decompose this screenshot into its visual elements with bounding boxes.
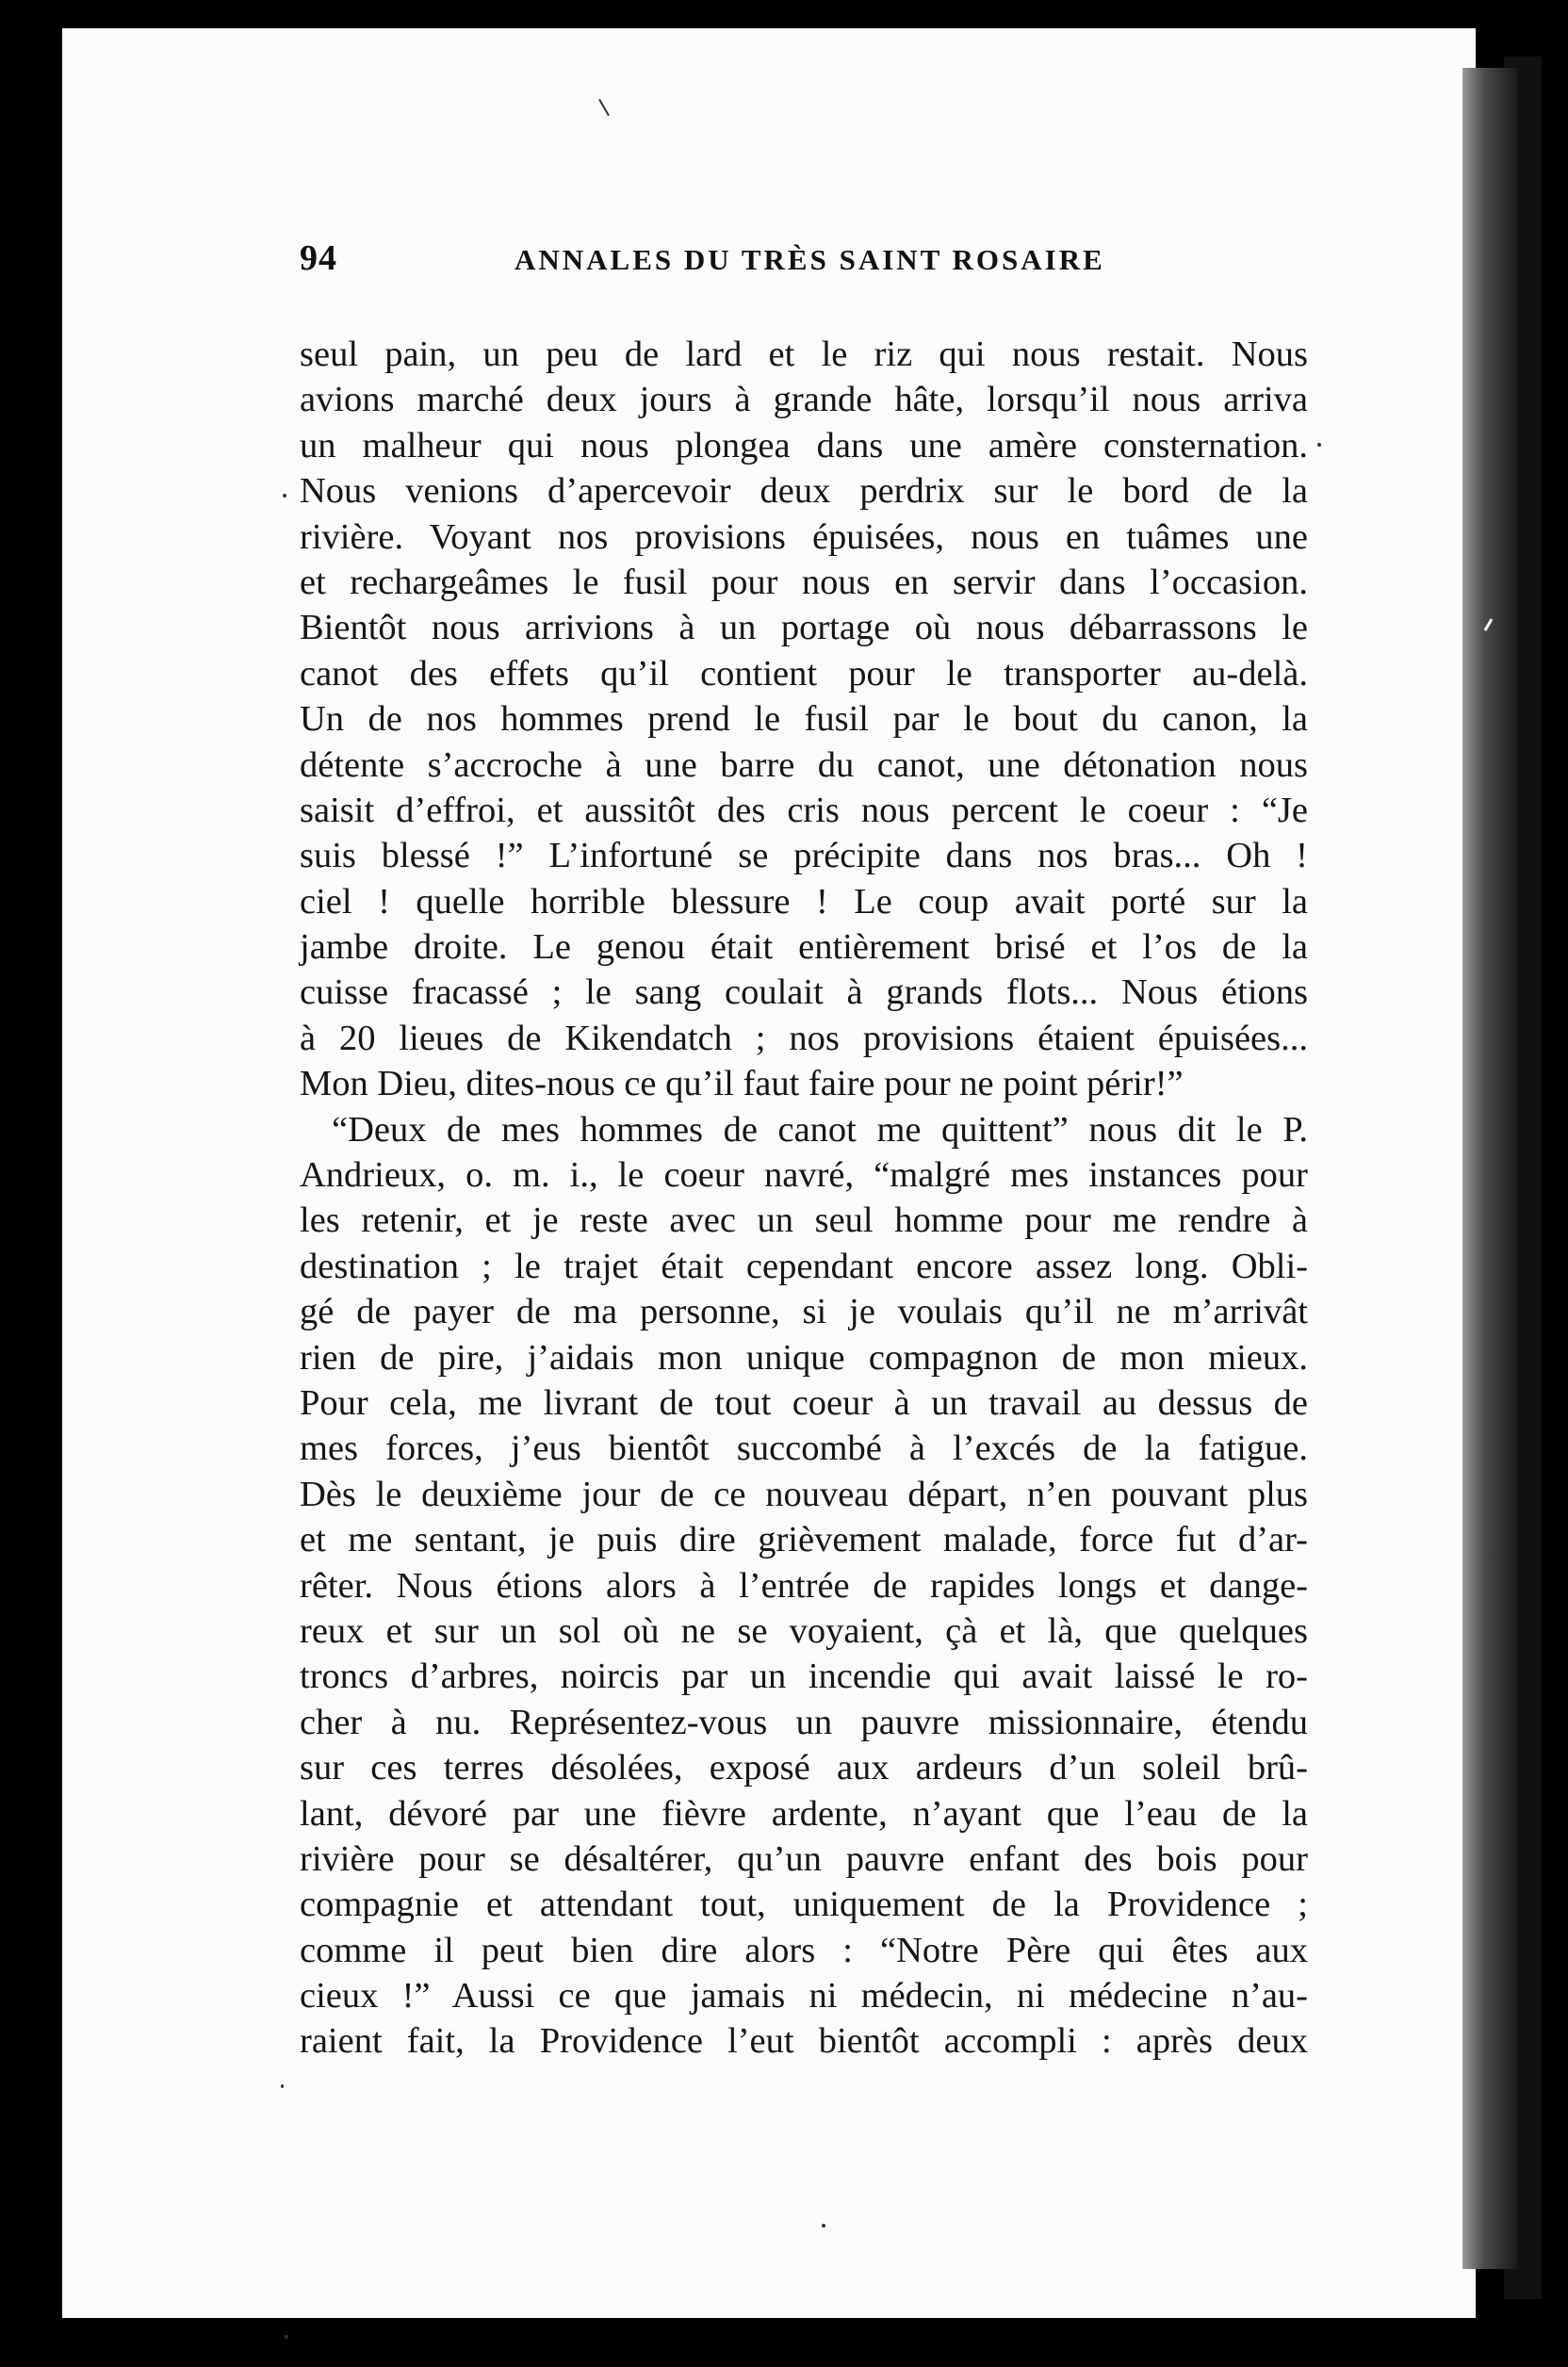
page-number: 94 xyxy=(300,238,337,278)
text-line: détente s’accroche à une barre du canot, une détonation nous xyxy=(300,744,1308,785)
text-line: troncs d’arbres, noircis par un incendie qui avait laissé le ro- xyxy=(300,1657,1308,1697)
text-line: Dès le deuxième jour de ce nouveau départ, n’en pouvant plus xyxy=(300,1474,1308,1514)
text-line: avions marché deux jours à grande hâte, lorsqu’il nous arriva xyxy=(300,380,1308,420)
text-line: ciel ! quelle horrible blessure ! Le coup avait porté sur la xyxy=(300,881,1308,922)
text-line: comme il peut bien dire alors : “Notre Père qui êtes aux xyxy=(300,1930,1308,1970)
scan-speck xyxy=(281,2084,284,2088)
text-line: sur ces terres désolées, exposé aux ardeurs d’un soleil brû- xyxy=(300,1748,1308,1788)
text-line: cher à nu. Représentez-vous un pauvre missionnaire, étendu xyxy=(300,1702,1308,1742)
scan-speck xyxy=(283,494,286,498)
text-line: saisit d’effroi, et aussitôt des cris nous percent le coeur : “Je xyxy=(300,790,1308,830)
text-line: “Deux de mes hommes de canot me quittent” nous dit le P. xyxy=(332,1109,1308,1150)
text-line: cieux !” Aussi ce que jamais ni médecin, ni médecine n’au- xyxy=(300,1976,1308,2016)
text-line: rivière. Voyant nos provisions épuisées, nous en tuâmes une xyxy=(300,516,1308,557)
text-line: Bientôt nous arrivions à un portage où nous débarrassons le xyxy=(300,608,1308,648)
text-line: gé de payer de ma personne, si je voulais qu’il ne m’arrivât xyxy=(300,1292,1308,1332)
text-line: Mon Dieu, dites-nous ce qu’il faut faire pour ne point périr!” xyxy=(300,1064,1184,1104)
page-header xyxy=(300,237,1319,294)
text-line: reux et sur un sol où ne se voyaient, çà et là, que quelques xyxy=(300,1610,1308,1651)
text-line: cuisse fracassé ; le sang coulait à grands flots... Nous étions xyxy=(300,972,1308,1013)
text-line: mes forces, j’eus bientôt succombé à l’excés de la fatigue. xyxy=(300,1428,1308,1469)
scan-speck xyxy=(822,2224,825,2228)
scan-speck xyxy=(285,2335,288,2339)
text-line: et rechargeâmes le fusil pour nous en servir dans l’occasion. xyxy=(300,562,1308,602)
text-line: Pour cela, me livrant de tout coeur à un travail au dessus de xyxy=(300,1382,1308,1423)
scan-speck xyxy=(1317,443,1321,447)
text-line: Andrieux, o. m. i., le coeur navré, “malgré mes instances pour xyxy=(300,1155,1308,1196)
text-line: Nous venions d’apercevoir deux perdrix sur le bord de la xyxy=(300,471,1308,512)
body-text xyxy=(300,332,1308,2065)
text-line: Un de nos hommes prend le fusil par le bout du canon, la xyxy=(300,699,1308,740)
text-line: rivière pour se désaltérer, qu’un pauvre enfant des bois pour xyxy=(300,1838,1308,1879)
text-line: compagnie et attendant tout, uniquement de la Providence ; xyxy=(300,1885,1308,1925)
text-line: canot des effets qu’il contient pour le transporter au-delà. xyxy=(300,653,1308,694)
running-title: ANNALES DU TRÈS SAINT ROSAIRE xyxy=(514,243,1105,276)
text-line: les retenir, et je reste avec un seul homme pour me rendre à xyxy=(300,1200,1308,1241)
text-line: et me sentant, je puis dire grièvement malade, force fut d’ar- xyxy=(300,1520,1308,1560)
book-edge xyxy=(1462,68,1517,2269)
text-line: jambe droite. Le genou était entièrement brisé et l’os de la xyxy=(300,927,1308,968)
text-line: rêter. Nous étions alors à l’entrée de rapides longs et dange- xyxy=(300,1565,1308,1606)
text-line: seul pain, un peu de lard et le riz qui nous restait. Nous xyxy=(300,335,1308,374)
text-line: lant, dévoré par une fièvre ardente, n’ayant que l’eau de la xyxy=(300,1793,1308,1834)
text-line: rien de pire, j’aidais mon unique compagnon de mon mieux. xyxy=(300,1337,1308,1378)
text-line: raient fait, la Providence l’eut bientôt accompli : après deux xyxy=(300,2021,1308,2062)
text-line: un malheur qui nous plongea dans une amère consternation. xyxy=(300,425,1308,465)
text-line: à 20 lieues de Kikendatch ; nos provisions étaient épuisées... xyxy=(300,1018,1308,1058)
text-line: suis blessé !” L’infortuné se précipite dans nos bras... Oh ! xyxy=(300,836,1308,876)
text-line: destination ; le trajet était cependant encore assez long. Obli- xyxy=(300,1246,1308,1286)
